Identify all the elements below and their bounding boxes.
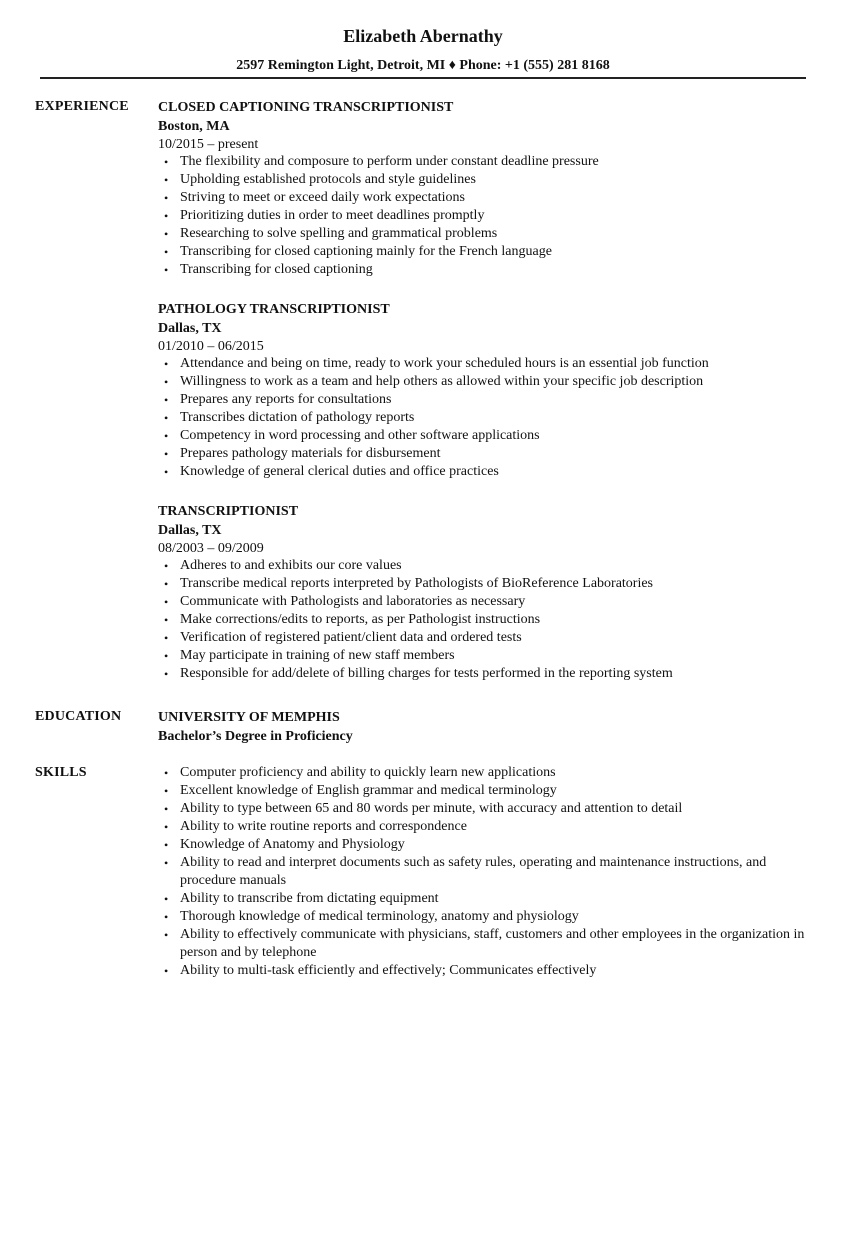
job-entry (158, 300, 818, 481)
list-item: • Ability to read and interpret documents such as safety rules, operating and maintenance instructions, and procedure manuals (180, 854, 818, 890)
list-item: • Knowledge of general clerical duties and office practices (180, 463, 818, 481)
list-item: • Computer proficiency and ability to quickly learn new applications (180, 764, 818, 782)
section-label-skills: SKILLS (35, 765, 87, 780)
list-item: • Verification of registered patient/client data and ordered tests (180, 629, 818, 647)
job-dates: 01/2010 – 06/2015 (158, 339, 264, 354)
list-item: • Striving to meet or exceed daily work expectations (180, 189, 818, 207)
degree: Bachelor’s Degree in Proficiency (158, 729, 353, 744)
list-item: • Ability to write routine reports and correspondence (180, 818, 818, 836)
contact-line: 2597 Remington Light, Detroit, MI ♦ Phone: +1 (555) 281 8168 (236, 58, 610, 73)
list-item: • Excellent knowledge of English grammar and medical terminology (180, 782, 818, 800)
job-title: PATHOLOGY TRANSCRIPTIONIST (158, 302, 390, 317)
list-item: • Attendance and being on time, ready to work your scheduled hours is an essential job function (180, 355, 818, 373)
list-item: • Transcribes dictation of pathology reports (180, 409, 818, 427)
list-item: • Transcribe medical reports interpreted by Pathologists of BioReference Laboratories (180, 575, 818, 593)
header-divider (40, 77, 806, 79)
education-entry (158, 708, 818, 746)
list-item: • Responsible for add/delete of billing charges for tests performed in the reporting system (180, 665, 818, 683)
job-dates: 08/2003 – 09/2009 (158, 541, 264, 556)
list-item: • Upholding established protocols and style guidelines (180, 171, 818, 189)
job-bullet-list (158, 153, 818, 279)
job-bullet-list (158, 557, 818, 683)
resume-name: Elizabeth Abernathy (343, 26, 503, 46)
skills-list (158, 764, 818, 980)
list-item: • Knowledge of Anatomy and Physiology (180, 836, 818, 854)
list-item: • Ability to type between 65 and 80 words per minute, with accuracy and attention to detail (180, 800, 818, 818)
list-item: • Adheres to and exhibits our core values (180, 557, 818, 575)
list-item: • Ability to transcribe from dictating equipment (180, 890, 818, 908)
job-entry (158, 502, 818, 683)
job-title: TRANSCRIPTIONIST (158, 504, 299, 519)
list-item: • Prepares any reports for consultations (180, 391, 818, 409)
job-bullet-list (158, 355, 818, 481)
list-item: • Competency in word processing and other software applications (180, 427, 818, 445)
job-location: Dallas, TX (158, 321, 222, 336)
list-item: • Ability to multi-task efficiently and effectively; Communicates effectively (180, 962, 818, 980)
section-label-education: EDUCATION (35, 709, 122, 724)
list-item: • Prepares pathology materials for disbursement (180, 445, 818, 463)
list-item: • Willingness to work as a team and help others as allowed within your specific job description (180, 373, 818, 391)
job-dates: 10/2015 – present (158, 137, 259, 152)
job-title: CLOSED CAPTIONING TRANSCRIPTIONIST (158, 100, 454, 115)
job-entry (158, 98, 818, 279)
list-item: • Make corrections/edits to reports, as per Pathologist instructions (180, 611, 818, 629)
job-location: Dallas, TX (158, 523, 222, 538)
list-item: • Communicate with Pathologists and laboratories as necessary (180, 593, 818, 611)
section-label-experience: EXPERIENCE (35, 99, 129, 114)
list-item: • Transcribing for closed captioning (180, 261, 818, 279)
job-location: Boston, MA (158, 119, 230, 134)
list-item: • Thorough knowledge of medical terminology, anatomy and physiology (180, 908, 818, 926)
list-item: • Ability to effectively communicate with physicians, staff, customers and other employees in the organization in person and by telephone (180, 926, 818, 962)
list-item: • May participate in training of new staff members (180, 647, 818, 665)
school-name: UNIVERSITY OF MEMPHIS (158, 710, 340, 725)
list-item: • Researching to solve spelling and grammatical problems (180, 225, 818, 243)
skills-block (158, 764, 818, 980)
list-item: • Prioritizing duties in order to meet deadlines promptly (180, 207, 818, 225)
list-item: • Transcribing for closed captioning mainly for the French language (180, 243, 818, 261)
list-item: • The flexibility and composure to perform under constant deadline pressure (180, 153, 818, 171)
